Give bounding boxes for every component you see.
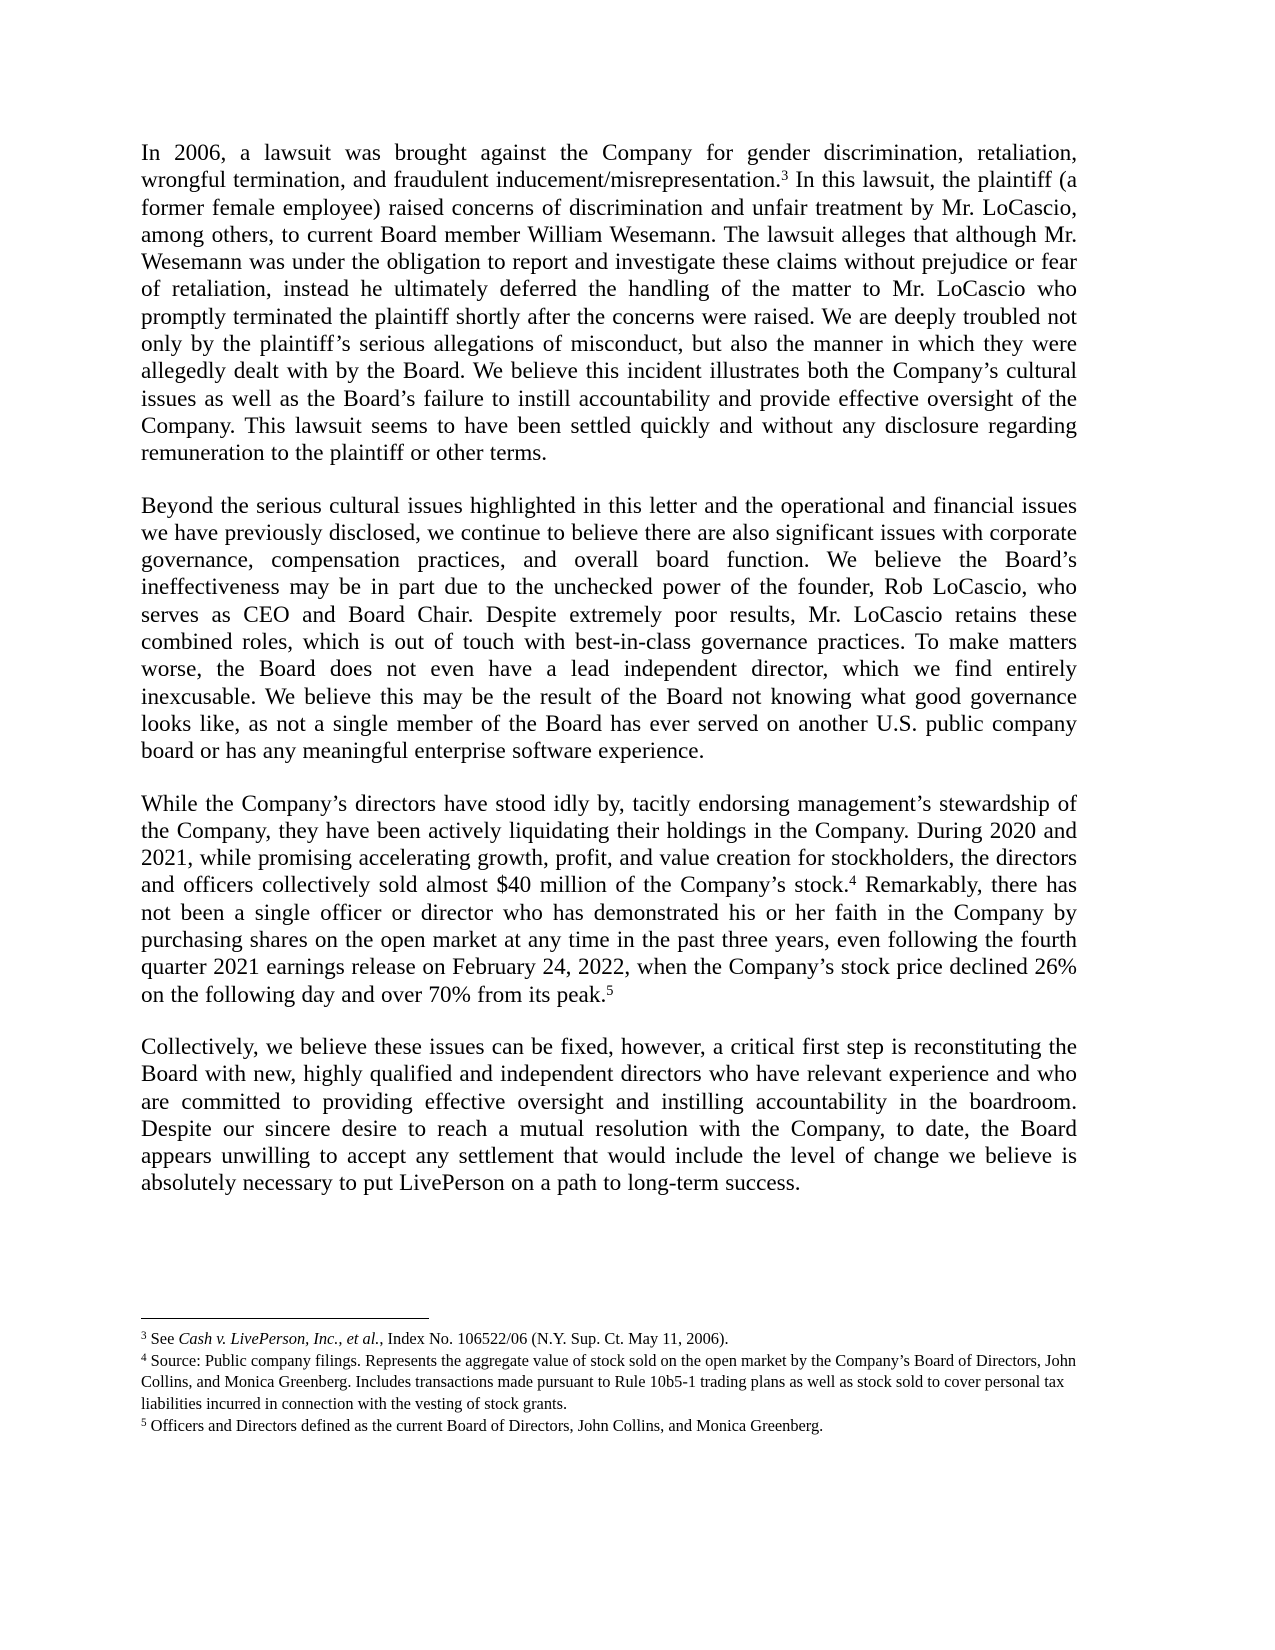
footnote-reference-3: 3 xyxy=(781,168,789,185)
footnote-3: $^3$ See Cash v. LivePerson, Inc., et al., Index No. 106522/06 (N.Y. Sup. Ct. May 11, 2006). xyxy=(141,1329,729,1348)
footnote-reference-4: 4 xyxy=(849,873,857,890)
paragraph-lawsuit-2006: In 2006, a lawsuit was brought against the Company for gender discrimination, retaliation, wrongful termination, and fraudulent inducement/misrepresentation.$^3$ In this lawsuit, the plaintiff (a former female employee) raised concerns of discrimination and unfair treatment by Mr. LoCascio, among others, to current Board member William Wesemann. The lawsuit alleges that although Mr. Wesemann was under the obligation to report and investigate these claims without prejudice or fear of retaliation, instead he ultimately deferred the handling of the matter to Mr. LoCascio who promptly terminated the plaintiff shortly after the concerns were raised. We are deeply troubled not only by the plaintiff’s serious allegations of misconduct, but also the manner in which they were allegedly dealt with by the Board. We believe this incident illustrates both the Company’s cultural issues as well as the Board’s failure to instill accountability and provide effective oversight of the Company. This lawsuit seems to have been settled quickly and without any disclosure regarding remuneration to the plaintiff or other terms. xyxy=(141,140,1077,467)
footnote-separator-rule xyxy=(141,1318,429,1319)
footnote-reference-5: 5 xyxy=(606,982,614,999)
case-citation: Cash v. LivePerson, Inc., et al. xyxy=(178,1329,380,1348)
footnote-marker-4: 4 xyxy=(141,1351,147,1364)
paragraph-governance-issues: Beyond the serious cultural issues highlighted in this letter and the operational and financial issues we have previously disclosed, we continue to believe there are also significant issues with corporate governance, compensation practices, and overall board function. We believe the Board’s ineffectiveness may be in part due to the unchecked power of the founder, Rob LoCascio, who serves as CEO and Board Chair. Despite extremely poor results, Mr. LoCascio retains these combined roles, which is out of touch with best-in-class governance practices. To make matters worse, the Board does not even have a lead independent director, which we find entirely inexcusable. We believe this may be the result of the Board not knowing what good governance looks like, as not a single member of the Board has ever served on another U.S. public company board or has any meaningful enterprise software experience. xyxy=(141,492,1077,765)
body-text-column xyxy=(141,140,1077,1198)
footnote-marker-5: 5 xyxy=(141,1416,147,1429)
footnote-4: $^4$ Source: Public company filings. Represents the aggregate value of stock sold on the open market by the Company’s Board of Directors, John Collins, and Monica Greenberg. Includes transactions made pursuant to Rule 10b5-1 trading plans as well as stock sold to cover personal tax liabilities incurred in connection with the vesting of stock grants. xyxy=(141,1350,1077,1414)
paragraph-insider-selling: While the Company’s directors have stood idly by, tacitly endorsing management’s stewardship of the Company, they have been actively liquidating their holdings in the Company. During 2020 and 2021, while promising accelerating growth, profit, and value creation for stockholders, the directors and officers collectively sold almost $40 million of the Company’s stock.$^4$ Remarkably, there has not been a single officer or director who has demonstrated his or her faith in the Company by purchasing shares on the open market at any time in the past three years, even following the fourth quarter 2021 earnings release on February 24, 2022, when the Company’s stock price declined 26% on the following day and over 70% from its peak.$^5$ xyxy=(141,790,1077,1008)
footnote-5: $^5$ Officers and Directors defined as the current Board of Directors, John Collins, and Monica Greenberg. xyxy=(141,1415,824,1435)
footnote-marker-3: 3 xyxy=(141,1329,147,1342)
footnotes-section xyxy=(141,1318,1077,1437)
paragraph-conclusion: Collectively, we believe these issues can be fixed, however, a critical first step is reconstituting the Board with new, highly qualified and independent directors who have relevant experience and who are committed to providing effective oversight and instilling accountability in the boardroom. Despite our sincere desire to reach a mutual resolution with the Company, to date, the Board appears unwilling to accept any settlement that would include the level of change we believe is absolutely necessary to put LivePerson on a path to long-term success. xyxy=(141,1033,1077,1197)
